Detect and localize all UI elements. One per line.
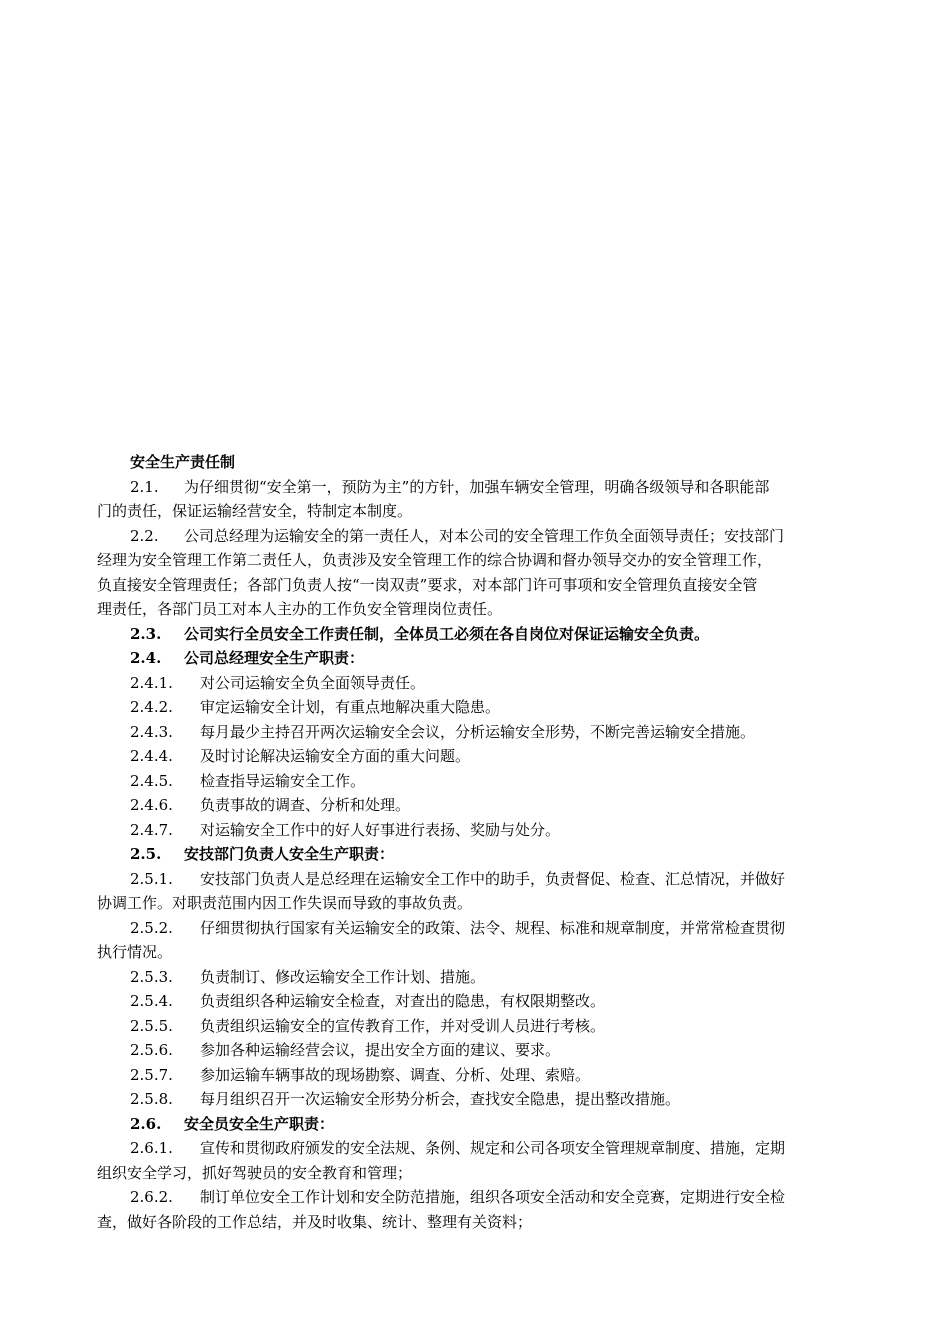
- text-line: [97, 867, 857, 892]
- text-line: [97, 1038, 857, 1063]
- text-line: [97, 769, 857, 794]
- clause-number: 2.4.: [130, 649, 162, 667]
- clause-text: 安技部门负责人是总经理在运输安全工作中的助手，负责督促、检查、汇总情况，并做好: [200, 869, 786, 888]
- text-line: [97, 499, 857, 524]
- text-line: [97, 524, 857, 549]
- text-line: [97, 548, 857, 573]
- clause-text: 负责制订、修改运输安全工作计划、措施。: [200, 967, 486, 986]
- clause-text: 对运输安全工作中的好人好事进行表扬、奖励与处分。: [200, 820, 561, 839]
- text-line: [97, 1136, 857, 1161]
- clause-text: 每月组织召开一次运输安全形势分析会，查找安全隐患，提出整改措施。: [200, 1090, 681, 1108]
- text-line: [97, 720, 857, 745]
- clause-text: 公司总经理安全生产职责：: [184, 649, 365, 667]
- clause-number: 2.4.4.: [130, 747, 173, 765]
- text-line: [97, 475, 857, 500]
- text-line: [97, 1210, 857, 1235]
- text-line: [97, 1161, 857, 1186]
- clause-text: 参加运输车辆事故的现场勘察、调查、分析、处理、索赔。: [200, 1065, 591, 1084]
- clause-number: 2.2.: [130, 526, 159, 545]
- clause-number: 2.5.7.: [130, 1065, 173, 1084]
- clause-text: 理责任，各部门员工对本人主办的工作负安全管理岗位责任。: [97, 600, 503, 618]
- clause-number: 2.5.4.: [130, 992, 173, 1010]
- clause-text: 审定运输安全计划，有重点地解决重大隐患。: [200, 698, 501, 716]
- text-line: [97, 989, 857, 1014]
- clause-number: 2.6.2.: [130, 1188, 173, 1206]
- clause-number: 2.4.5.: [130, 771, 173, 790]
- clause-text: 宣传和贯彻政府颁发的安全法规、条例、规定和公司各项安全管理规章制度、措施，定期: [200, 1139, 786, 1157]
- text-line: [97, 622, 857, 647]
- clause-number: 2.6.1.: [130, 1139, 173, 1157]
- text-line: [97, 744, 857, 769]
- clause-text: 经理为安全管理工作第二责任人，负责涉及安全管理工作的综合协调和督办领导交办的安全管理工作，: [97, 551, 773, 569]
- text-line: [97, 793, 857, 818]
- text-line: [97, 1112, 857, 1137]
- clause-number: 2.3.: [130, 624, 162, 643]
- clause-number: 2.5.3.: [130, 967, 173, 986]
- clause-number: 2.5.6.: [130, 1041, 173, 1059]
- text-line: [97, 1063, 857, 1088]
- clause-number: 2.4.6.: [130, 796, 173, 814]
- clause-number: 2.6.: [130, 1114, 162, 1133]
- clause-number: 2.5.2.: [130, 918, 173, 937]
- clause-text: 协调工作。对职责范围内因工作失误而导致的事故负责。: [97, 894, 473, 912]
- clause-text: 负责组织各种运输安全检查，对查出的隐患，有权限期整改。: [200, 992, 606, 1010]
- document-body: [97, 450, 857, 1234]
- clause-text: 组织安全学习，抓好驾驶员的安全教育和管理；: [97, 1163, 413, 1182]
- text-line: [97, 597, 857, 622]
- clause-text: 查，做好各阶段的工作总结，并及时收集、统计、整理有关资料；: [97, 1212, 533, 1231]
- clause-text: 执行情况。: [97, 943, 173, 961]
- clause-number: 2.1.: [130, 477, 159, 496]
- clause-text: 为仔细贯彻“安全第一，预防为主”的方针，加强车辆安全管理，明确各级领导和各职能部: [184, 477, 770, 496]
- clause-text: 安全员安全生产职责：: [184, 1114, 335, 1133]
- text-line: [97, 940, 857, 965]
- text-line: [97, 671, 857, 696]
- clause-text: 公司总经理为运输安全的第一责任人，对本公司的安全管理工作负全面领导责任；安技部门: [184, 526, 785, 545]
- clause-text: 对公司运输安全负全面领导责任。: [200, 673, 426, 692]
- clause-text: 参加各种运输经营会议，提出安全方面的建议、要求。: [200, 1041, 561, 1059]
- clause-number: 2.4.2.: [130, 698, 173, 716]
- clause-number: 2.5.8.: [130, 1090, 173, 1108]
- text-line: [97, 916, 857, 941]
- clause-text: 每月最少主持召开两次运输安全会议，分析运输安全形势，不断完善运输安全措施。: [200, 722, 756, 741]
- clause-text: 负责组织运输安全的宣传教育工作，并对受训人员进行考核。: [200, 1016, 606, 1035]
- clause-number: 2.4.1.: [130, 673, 173, 692]
- clause-number: 2.5.: [130, 845, 162, 863]
- clause-text: 及时讨论解决运输安全方面的重大问题。: [200, 747, 471, 765]
- clause-number: 2.4.7.: [130, 820, 173, 839]
- clause-text: 负责事故的调查、分析和处理。: [200, 796, 411, 814]
- clause-number: 2.5.1.: [130, 869, 173, 888]
- text-line: [97, 1087, 857, 1112]
- text-line: [97, 573, 857, 598]
- text-line: [97, 646, 857, 671]
- clause-text: 安技部门负责人安全生产职责：: [184, 845, 395, 863]
- clause-text: 制订单位安全工作计划和安全防范措施，组织各项安全活动和安全竞赛，定期进行安全检: [200, 1188, 786, 1206]
- clause-text: 仔细贯彻执行国家有关运输安全的政策、法令、规程、标准和规章制度，并常常检查贯彻: [200, 918, 786, 937]
- section-title: 安全生产责任制: [130, 453, 236, 471]
- paragraph-lines: [97, 475, 857, 1235]
- text-line: [97, 842, 857, 867]
- text-line: [97, 818, 857, 843]
- clause-text: 门的责任，保证运输经营安全，特制定本制度。: [97, 502, 413, 520]
- text-line: [97, 1185, 857, 1210]
- text-line: [97, 965, 857, 990]
- clause-text: 公司实行全员安全工作责任制，全体员工必须在各自岗位对保证运输安全负责。: [184, 624, 710, 643]
- clause-number: 2.5.5.: [130, 1016, 173, 1035]
- text-line: [97, 891, 857, 916]
- clause-text: 负直接安全管理责任；各部门负责人按“一岗双责”要求，对本部门许可事项和安全管理负直接安全管: [97, 575, 758, 594]
- clause-number: 2.4.3.: [130, 722, 173, 741]
- text-line: [97, 1014, 857, 1039]
- clause-text: 检查指导运输安全工作。: [200, 771, 366, 790]
- text-line: [97, 695, 857, 720]
